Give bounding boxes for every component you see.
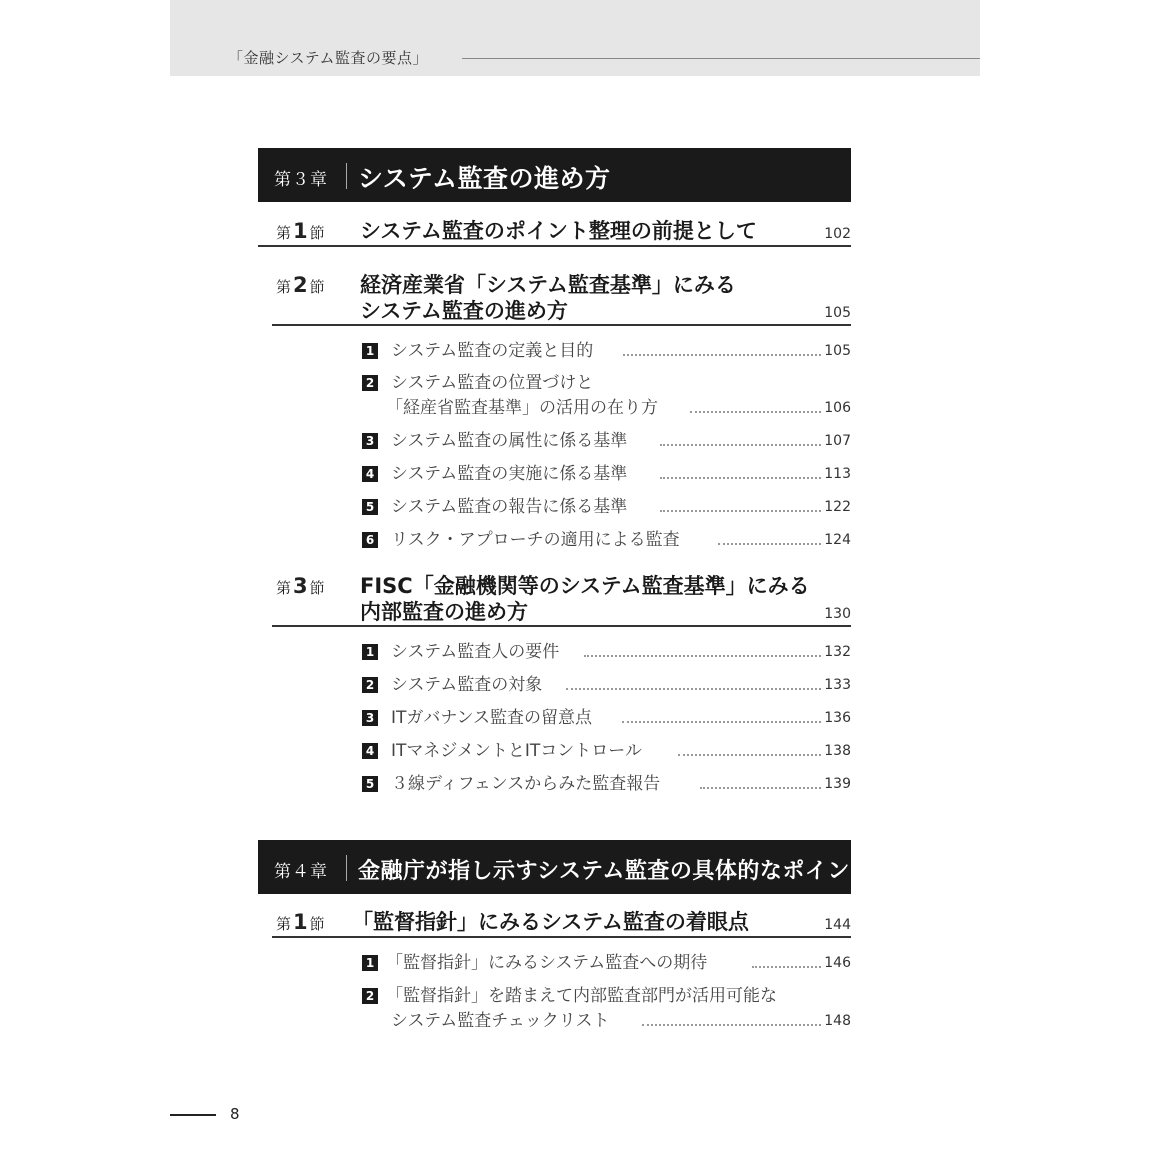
chapter-3-divider xyxy=(346,163,347,189)
item-number-icon: 3 xyxy=(362,710,378,726)
item-number-icon: 5 xyxy=(362,776,378,792)
sec-label-pre: 第 xyxy=(276,579,292,597)
dot-leader xyxy=(660,444,821,446)
footer-rule xyxy=(170,1114,216,1116)
toc-item-page: 106 xyxy=(824,400,851,416)
book-title: 「金融システム監査の要点」 xyxy=(228,49,429,67)
ch3-sec3-title-line1: FISC「金融機関等のシステム監査基準」にみる xyxy=(360,574,810,598)
item-number-icon: 3 xyxy=(362,433,378,449)
sec-label-pre: 第 xyxy=(276,915,292,933)
ch3-sec1-title: システム監査のポイント整理の前提として xyxy=(360,219,757,243)
chapter-4-divider xyxy=(346,855,347,881)
toc-item-page: 133 xyxy=(824,677,851,693)
ch3-sec2-title-line2: システム監査の進め方 xyxy=(360,299,568,323)
toc-item-page: 132 xyxy=(824,644,851,660)
item-number-icon: 2 xyxy=(362,677,378,693)
ch3-sec1-rule xyxy=(258,245,851,247)
toc-item-page: 113 xyxy=(824,466,851,482)
chapter-4-number: 第４章 xyxy=(274,862,328,882)
item-number-icon: 2 xyxy=(362,988,378,1004)
toc-item-text: 「監督指針」を踏まえて内部監査部門が活用可能な xyxy=(386,986,777,1006)
dot-leader xyxy=(642,1024,821,1026)
item-number-icon: 4 xyxy=(362,743,378,759)
chapter-4-heading xyxy=(258,840,873,894)
item-number-icon: 1 xyxy=(362,343,378,359)
dot-leader xyxy=(690,411,821,413)
ch3-sec2-title-line1: 経済産業省「システム監査基準」にみる xyxy=(360,273,736,297)
toc-item-text: システム監査チェックリスト xyxy=(391,1011,610,1031)
item-number-icon: 1 xyxy=(362,955,378,971)
toc-item-text: リスク・アプローチの適用による監査 xyxy=(391,530,680,550)
chapter-3-number: 第３章 xyxy=(274,170,328,190)
header-rule xyxy=(462,58,980,59)
ch3-sec3-rule xyxy=(272,625,851,627)
toc-item-page: 122 xyxy=(824,499,851,515)
sec-label-num: 1 xyxy=(293,910,308,934)
item-number-icon: 5 xyxy=(362,499,378,515)
toc-item-page: 148 xyxy=(824,1013,851,1029)
toc-item-text: システム監査の属性に係る基準 xyxy=(391,431,628,451)
toc-item-text: システム監査人の要件 xyxy=(391,642,560,662)
toc-item-page: 146 xyxy=(824,955,851,971)
toc-item-text: システム監査の対象 xyxy=(391,675,543,695)
item-number-icon: 2 xyxy=(362,375,378,391)
ch3-sec3-page: 130 xyxy=(824,606,851,622)
dot-leader xyxy=(660,510,821,512)
dot-leader xyxy=(566,688,821,690)
item-number-icon: 1 xyxy=(362,644,378,660)
toc-item-text: システム監査の位置づけと xyxy=(391,373,594,393)
toc-item-text: ITマネジメントとITコントロール xyxy=(391,741,642,761)
sec-label-num: 2 xyxy=(293,273,308,297)
ch3-sec2-number xyxy=(276,273,325,297)
item-number-icon: 6 xyxy=(362,532,378,548)
toc-item-page: 138 xyxy=(824,743,851,759)
ch3-sec3-title-line2: 内部監査の進め方 xyxy=(360,600,528,624)
sec-label-post: 節 xyxy=(309,579,325,597)
toc-item-text: 「監督指針」にみるシステム監査への期待 xyxy=(386,953,708,973)
toc-item-page: 124 xyxy=(824,532,851,548)
ch3-sec1-number xyxy=(276,219,325,243)
ch4-sec1-rule xyxy=(272,936,851,938)
sec-label-pre: 第 xyxy=(276,278,292,296)
dot-leader xyxy=(584,655,821,657)
dot-leader xyxy=(752,966,821,968)
dot-leader xyxy=(622,721,821,723)
toc-item-text: ITガバナンス監査の留意点 xyxy=(391,708,593,728)
ch3-sec2-page: 105 xyxy=(824,305,851,321)
ch4-sec1-page: 144 xyxy=(824,917,851,933)
toc-item-text: システム監査の定義と目的 xyxy=(391,341,594,361)
dot-leader xyxy=(623,354,821,356)
page-number: 8 xyxy=(230,1105,240,1123)
dot-leader xyxy=(660,477,821,479)
toc-item-page: 139 xyxy=(824,776,851,792)
ch4-sec1-number xyxy=(276,910,325,934)
toc-item-text: システム監査の報告に係る基準 xyxy=(391,497,628,517)
dot-leader xyxy=(678,754,821,756)
ch3-sec3-number xyxy=(276,574,325,598)
chapter-3-title: システム監査の進め方 xyxy=(358,164,611,193)
dot-leader xyxy=(718,543,821,545)
toc-item-page: 105 xyxy=(824,343,851,359)
sec-label-post: 節 xyxy=(309,224,325,242)
toc-item-text: システム監査の実施に係る基準 xyxy=(391,464,628,484)
chapter-4-title: 金融庁が指し示すシステム監査の具体的なポイント xyxy=(358,859,873,884)
dot-leader xyxy=(700,787,821,789)
ch3-sec2-rule xyxy=(272,324,851,326)
item-number-icon: 4 xyxy=(362,466,378,482)
toc-item-text: ３線ディフェンスからみた監査報告 xyxy=(391,774,661,794)
chapter-3-heading xyxy=(258,148,851,202)
ch3-sec1-page: 102 xyxy=(824,226,851,242)
sec-label-num: 1 xyxy=(293,219,308,243)
ch4-sec1-title: 「監督指針」にみるシステム監査の着眼点 xyxy=(352,910,749,934)
sec-label-pre: 第 xyxy=(276,224,292,242)
toc-item-text: 「経産省監査基準」の活用の在り方 xyxy=(386,398,658,418)
sec-label-num: 3 xyxy=(293,574,308,598)
sec-label-post: 節 xyxy=(309,915,325,933)
sec-label-post: 節 xyxy=(309,278,325,296)
toc-item-page: 107 xyxy=(824,433,851,449)
toc-item-page: 136 xyxy=(824,710,851,726)
